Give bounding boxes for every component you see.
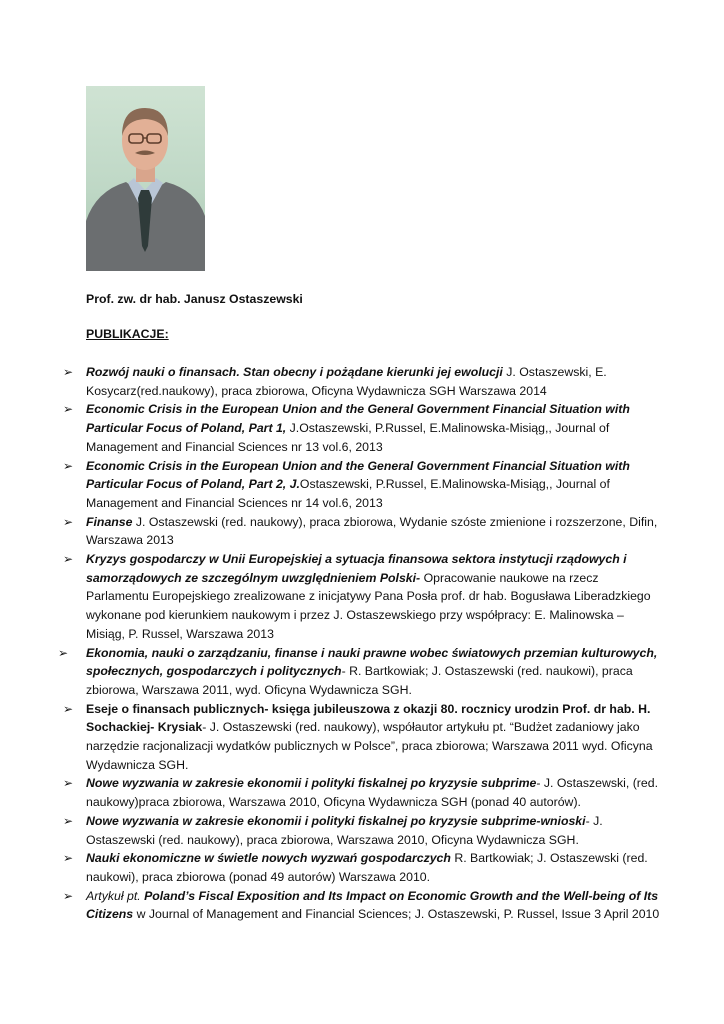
publication-details: J.Ostaszewski, P.Russel, E.Malinowska-Misiąg,, Journal of Management and Financial Sciences nr 13 vol.6, 2013 xyxy=(86,421,610,454)
publication-title: Kryzys gospodarczy w Unii Europejskiej a sytuacja finansowa sektora instytucji rządowych i samorządowych ze szczególnym uwzględnieniem Polski- xyxy=(86,552,627,585)
arrow-bullet-icon: ➢ xyxy=(58,645,69,660)
arrow-bullet-icon: ➢ xyxy=(63,402,74,417)
arrow-bullet-icon: ➢ xyxy=(63,701,74,716)
publication-item xyxy=(0,550,724,644)
arrow-bullet-icon: ➢ xyxy=(63,458,74,473)
publication-title: Economic Crisis in the European Union and the General Government Financial Situation with Particular Focus of Poland, Part 2, J. xyxy=(86,458,630,492)
publication-item xyxy=(0,457,724,513)
arrow-bullet-icon: ➢ xyxy=(63,776,74,791)
publication-item xyxy=(0,644,724,700)
publication-prefix: Artykuł pt. xyxy=(86,888,145,903)
arrow-bullet-icon: ➢ xyxy=(63,851,74,866)
publication-details: w Journal of Management and Financial Sciences; J. Ostaszewski, P. Russel, Issue 3 April 2010 xyxy=(133,907,660,922)
arrow-bullet-icon: ➢ xyxy=(63,552,74,567)
publication-item xyxy=(0,774,724,811)
arrow-bullet-icon: ➢ xyxy=(63,365,74,379)
publication-item xyxy=(0,363,724,400)
publication-details: Ostaszewski, P.Russel, E.Malinowska-Misiąg,, Journal of Management and Financial Sciences nr 14 vol.6, 2013 xyxy=(86,477,610,510)
author-name: Prof. zw. dr hab. Janusz Ostaszewski xyxy=(86,292,303,306)
publication-title: Eseje o finansach publicznych- księga jubileuszowa z okazji 80. rocznicy urodzin Prof. dr hab. H. Sochackiej- Krysiak xyxy=(86,701,651,735)
publication-details: Opracowanie naukowe na rzecz Parlamentu Europejskiego zrealizowane z inicjatywy Pana Posła prof. dr hab. Bogusława Liberadzkiego wykonane pod kierunkiem naukowym i przez J. Ostaszewskiego przy współpracy: E. Malinowska – Misiąg, P. Russel, Warszawa 2013 xyxy=(86,570,651,641)
publications-list xyxy=(0,363,724,924)
author-photo xyxy=(86,86,205,271)
portrait-image xyxy=(86,86,205,271)
publication-title: Poland’s Fiscal Exposition and Its Impact on Economic Growth and the Well-being of Its Citizens xyxy=(86,888,659,922)
publication-title: Rozwój nauki o finansach. Stan obecny i pożądane kierunki jej ewolucji xyxy=(86,365,503,379)
publication-title: Ekonomia, nauki o zarządzaniu, finanse i nauki prawne wobec światowych przemian kulturowych, społecznych, gospodarczych i politycznych xyxy=(86,645,658,679)
publications-heading: PUBLIKACJE: xyxy=(86,327,169,341)
publication-details: - J. Ostaszewski (red. naukowy), praca zbiorowa, Warszawa 2010, Oficyna Wydawnicza SGH. xyxy=(86,813,603,847)
publication-item xyxy=(0,849,724,886)
publication-title: Nauki ekonomiczne w świetle nowych wyzwań gospodarczych xyxy=(86,851,451,866)
publication-details: R. Bartkowiak; J. Ostaszewski (red. naukowi), praca zbiorowa (ponad 49 autorów) Warszawa 2010. xyxy=(86,851,648,884)
publication-item xyxy=(0,812,724,849)
publication-title: Finanse xyxy=(86,514,133,529)
publication-details: J. Ostaszewski, E. Kosycarz(red.naukowy), praca zbiorowa, Oficyna Wydawnicza SGH Warszawa 2014 xyxy=(86,365,607,398)
publication-item xyxy=(0,700,724,775)
publication-details: J. Ostaszewski (red. naukowy), praca zbiorowa, Wydanie szóste zmienione i rozszerzone, Difin, Warszawa 2013 xyxy=(86,514,658,548)
publication-details: - J. Ostaszewski (red. naukowy), współautor artykułu pt. “Budżet zadaniowy jako narzędzie racjonalizacji wydatków publicznych w Polsce”, praca zbiorowa; Warszawa 2011 wyd. Oficyna Wydawnicza SGH. xyxy=(86,720,653,772)
publication-item xyxy=(0,887,724,924)
publication-item xyxy=(0,513,724,550)
publication-details: - R. Bartkowiak; J. Ostaszewski (red. naukowi), praca zbiorowa, Warszawa 2011, wyd. Oficyna Wydawnicza SGH. xyxy=(86,664,633,697)
arrow-bullet-icon: ➢ xyxy=(63,888,74,903)
publication-title: Nowe wyzwania w zakresie ekonomii i polityki fiskalnej po kryzysie subprime-wnioski xyxy=(86,813,586,828)
publication-item xyxy=(0,400,724,456)
arrow-bullet-icon: ➢ xyxy=(63,813,74,828)
publication-title: Economic Crisis in the European Union and the General Government Financial Situation with Particular Focus of Poland, Part 1, xyxy=(86,402,630,436)
publication-details: - J. Ostaszewski, (red. naukowy)praca zbiorowa, Warszawa 2010, Oficyna Wydawnicza SGH (ponad 40 autorów). xyxy=(86,776,658,810)
publication-title: Nowe wyzwania w zakresie ekonomii i polityki fiskalnej po kryzysie subprime xyxy=(86,776,537,791)
arrow-bullet-icon: ➢ xyxy=(63,514,74,529)
